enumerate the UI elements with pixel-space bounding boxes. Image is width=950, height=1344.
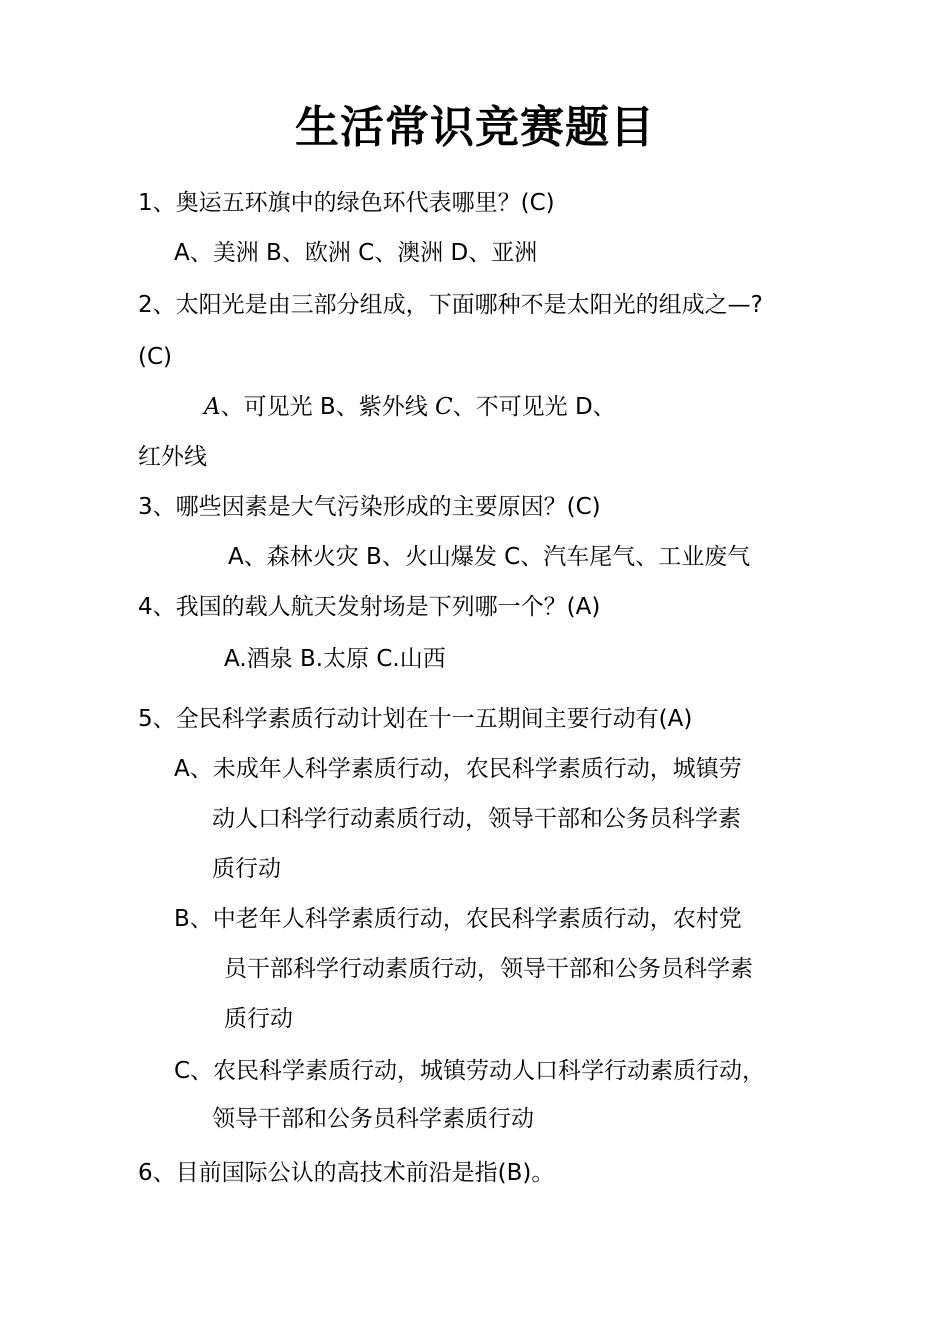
question-1: 1、奥运五环旗中的绿色环代表哪里？(C) — [138, 190, 555, 216]
question-5: 5、全民科学素质行动计划在十一五期间主要行动有(A) — [138, 706, 693, 732]
question-3: 3、哪些因素是大气污染形成的主要原因？(C) — [138, 494, 601, 520]
option-a-b-text: 、可见光 B、紫外线 — [220, 394, 436, 420]
option-a-letter: A — [204, 394, 221, 420]
question-3-options: A、森林火灾 B、火山爆发 C、汽车尾气、工业废气 — [228, 544, 751, 570]
question-5-option-b-line-1: B、中老年人科学素质行动，农民科学素质行动，农村党 — [174, 906, 742, 932]
question-5-option-b-line-2: 员干部科学行动素质行动，领导干部和公务员科学素 — [224, 956, 753, 982]
question-5-option-c-line-1: C、农民科学素质行动，城镇劳动人口科学行动素质行动， — [174, 1058, 766, 1084]
option-c-letter: C — [435, 394, 453, 420]
question-2-continued: (C) — [138, 344, 173, 370]
question-5-option-a-line-1: A、未成年人科学素质行动，农民科学素质行动，城镇劳 — [174, 756, 742, 782]
question-5-option-c-line-2: 领导干部和公务员科学素质行动 — [212, 1106, 534, 1132]
question-2-options — [204, 392, 616, 422]
question-6: 6、目前国际公认的高技术前沿是指(B)。 — [138, 1160, 555, 1186]
document-title: 生活常识竞赛题目 — [295, 102, 655, 153]
question-5-option-b-line-3: 质行动 — [224, 1006, 293, 1032]
question-4: 4、我国的载人航天发射场是下列哪一个？(A) — [138, 594, 601, 620]
option-c-d-text: 、不可见光 D、 — [452, 394, 616, 420]
question-2: 2、太阳光是由三部分组成，下面哪种不是太阳光的组成之—? — [138, 292, 763, 318]
question-5-option-a-line-3: 质行动 — [212, 856, 281, 882]
question-4-options: A.酒泉 B.太原 C.山西 — [224, 646, 446, 672]
question-2-option-d-continued: 红外线 — [138, 444, 207, 470]
question-1-options: A、美洲 B、欧洲 C、澳洲 D、亚洲 — [174, 240, 538, 266]
question-5-option-a-line-2: 动人口科学行动素质行动，领导干部和公务员科学素 — [212, 806, 741, 832]
